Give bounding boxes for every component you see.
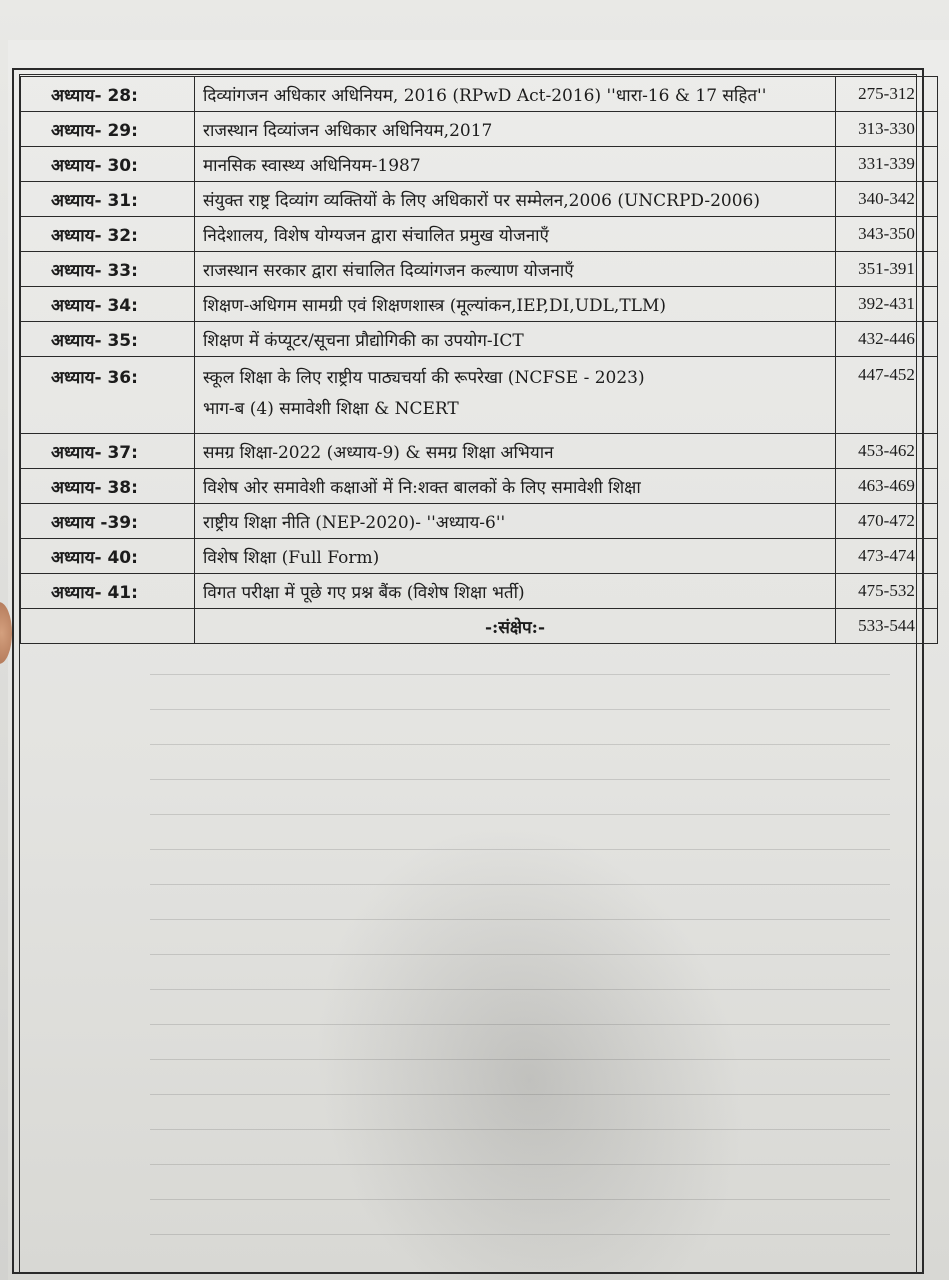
table-row: [21, 504, 938, 539]
page-range: 340-342: [836, 182, 938, 217]
chapter-number: अध्याय- 36:: [21, 357, 195, 434]
chapter-number: अध्याय- 32:: [21, 217, 195, 252]
page-range: 313-330: [836, 112, 938, 147]
chapter-number: अध्याय- 38:: [21, 469, 195, 504]
chapter-number: अध्याय -39:: [21, 504, 195, 539]
page-range: 473-474: [836, 539, 938, 574]
table-row: [21, 217, 938, 252]
chapter-number: अध्याय- 33:: [21, 252, 195, 287]
page-range: 470-472: [836, 504, 938, 539]
chapter-number: अध्याय- 29:: [21, 112, 195, 147]
table-row: [21, 539, 938, 574]
chapter-title: विशेष ओर समावेशी कक्षाओं में नि:शक्त बालकों के लिए समावेशी शिक्षा: [195, 469, 836, 504]
table-row: [21, 434, 938, 469]
table-row: [21, 322, 938, 357]
table-row: [21, 182, 938, 217]
chapter-title: राजस्थान दिव्यांजन अधिकार अधिनियम,2017: [195, 112, 836, 147]
table-row: [21, 469, 938, 504]
chapter-number: अध्याय- 31:: [21, 182, 195, 217]
table-row: [21, 287, 938, 322]
chapter-number: अध्याय- 30:: [21, 147, 195, 182]
chapter-title: विशेष शिक्षा (Full Form): [195, 539, 836, 574]
table-row: [21, 574, 938, 609]
table-row: [21, 147, 938, 182]
page-range: 275-312: [836, 77, 938, 112]
page-range: 453-462: [836, 434, 938, 469]
table-row: [21, 357, 938, 434]
page-range: 331-339: [836, 147, 938, 182]
page-range: 343-350: [836, 217, 938, 252]
chapter-subtitle: भाग-ब (4) समावेशी शिक्षा & NCERT: [203, 399, 459, 419]
table-of-contents: [20, 76, 938, 644]
chapter-title: समग्र शिक्षा-2022 (अध्याय-9) & समग्र शिक्षा अभियान: [195, 434, 836, 469]
chapter-number: अध्याय- 34:: [21, 287, 195, 322]
page-range: 475-532: [836, 574, 938, 609]
page-range: 463-469: [836, 469, 938, 504]
empty-cell: [21, 609, 195, 644]
table-row: [21, 252, 938, 287]
chapter-number: अध्याय- 35:: [21, 322, 195, 357]
table-row: [21, 112, 938, 147]
chapter-title: विगत परीक्षा में पूछे गए प्रश्न बैंक (विशेष शिक्षा भर्ती): [195, 574, 836, 609]
chapter-title: मानसिक स्वास्थ्य अधिनियम-1987: [195, 147, 836, 182]
chapter-title: राष्ट्रीय शिक्षा नीति (NEP-2020)- ''अध्याय-6'': [195, 504, 836, 539]
chapter-number: अध्याय- 40:: [21, 539, 195, 574]
table-row: [21, 77, 938, 112]
page-range: 432-446: [836, 322, 938, 357]
chapter-title: संयुक्त राष्ट्र दिव्यांग व्यक्तियों के लिए अधिकारों पर सम्मेलन,2006 (UNCRPD-2006): [195, 182, 836, 217]
chapter-title: शिक्षण-अधिगम सामग्री एवं शिक्षणशास्त्र (मूल्यांकन,IEP,DI,UDL,TLM): [195, 287, 836, 322]
page-range: 447-452: [836, 357, 938, 434]
chapter-title: दिव्यांगजन अधिकार अधिनियम, 2016 (RPwD Act-2016) ''धारा-16 & 17 सहित'': [195, 77, 836, 112]
summary-row: [21, 609, 938, 644]
chapter-title-cell: [195, 357, 836, 434]
chapter-number: अध्याय- 37:: [21, 434, 195, 469]
chapter-title: राजस्थान सरकार द्वारा संचालित दिव्यांगजन कल्याण योजनाएँ: [195, 252, 836, 287]
page-range: 533-544: [836, 609, 938, 644]
summary-label: -:संक्षेप:-: [195, 609, 836, 644]
chapter-title: शिक्षण में कंप्यूटर/सूचना प्रौद्योगिकी का उपयोग-ICT: [195, 322, 836, 357]
page-range: 392-431: [836, 287, 938, 322]
chapter-number: अध्याय- 28:: [21, 77, 195, 112]
chapter-number: अध्याय- 41:: [21, 574, 195, 609]
chapter-title: निदेशालय, विशेष योग्यजन द्वारा संचालित प्रमुख योजनाएँ: [195, 217, 836, 252]
page-range: 351-391: [836, 252, 938, 287]
chapter-title: स्कूल शिक्षा के लिए राष्ट्रीय पाठ्यचर्या की रूपरेखा (NCFSE - 2023): [203, 368, 645, 388]
